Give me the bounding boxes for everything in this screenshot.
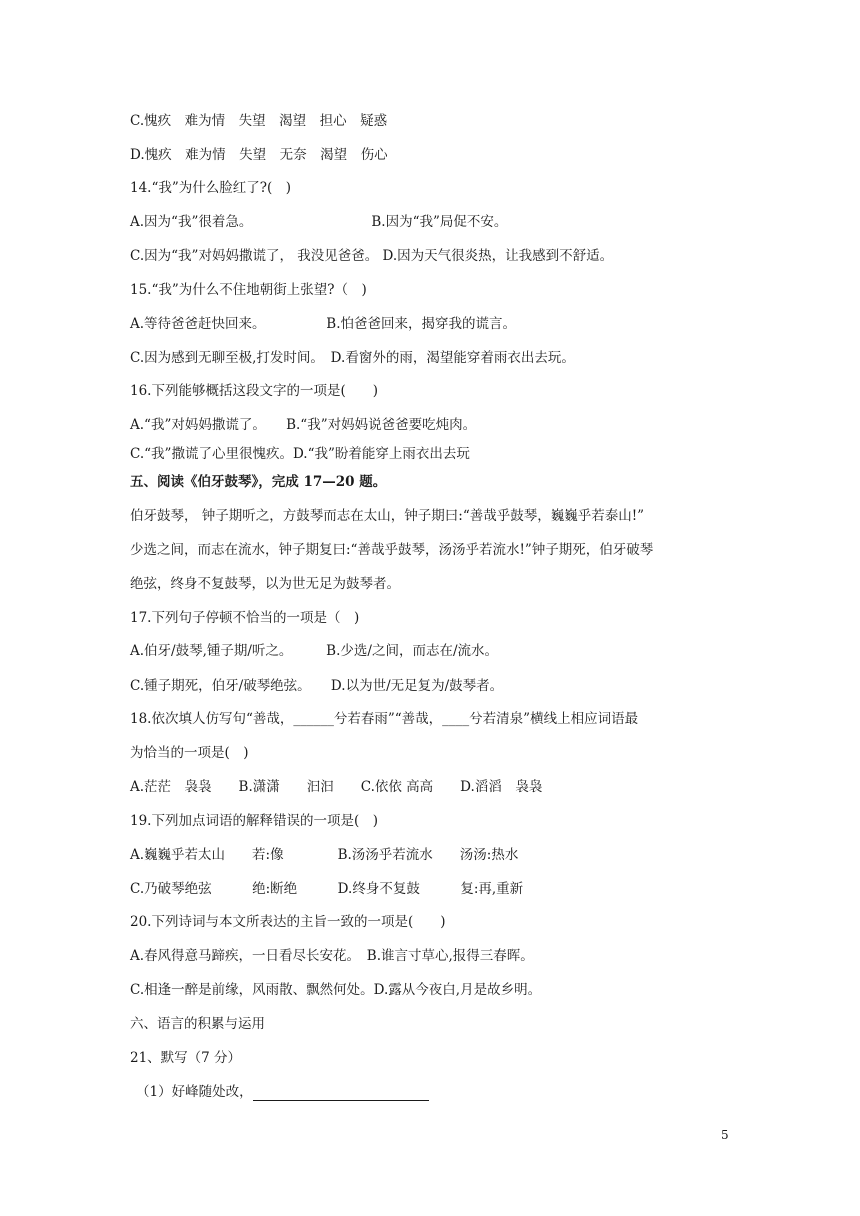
question-18: 18.依次填人仿写句“善哉，______兮若春雨”“善哉，____兮若清泉”横线上相应词语最 xyxy=(130,711,639,727)
passage-line-2: 少选之间，而志在流水，钟子期复曰:“善哉乎鼓琴，汤汤乎若流水!”钟子期死，伯牙破琴 xyxy=(130,542,654,558)
question-18-cont: 为恰当的一项是( ) xyxy=(130,745,249,761)
question-15: 15.“我”为什么不住地朝街上张望?（ ) xyxy=(130,282,367,298)
q16-options-cd: C.“我”撒谎了心里很愧疚。D.“我”盼着能穿上雨衣出去玩 xyxy=(130,446,470,462)
section-6-heading: 六、语言的积累与运用 xyxy=(130,1016,265,1032)
answer-blank xyxy=(253,1086,429,1101)
q19-options-ab: A.巍巍乎若太山 若:像 B.汤汤乎若流水 汤汤:热水 xyxy=(130,847,519,863)
passage-line-3: 绝弦，终身不复鼓琴，以为世无足为鼓琴者。 xyxy=(130,576,400,592)
question-16: 16.下列能够概括这段文字的一项是( ) xyxy=(130,383,379,399)
option-c-line: C.愧疚 难为情 失望 渴望 担心 疑惑 xyxy=(130,113,388,129)
passage-line-1: 伯牙鼓琴， 钟子期听之，方鼓琴而志在太山，钟子期曰:“善哉乎鼓琴，巍巍乎若泰山!” xyxy=(130,508,645,524)
q17-options-cd: C.锺子期死，伯牙/破琴绝弦。 D.以为世/无足复为/鼓琴者。 xyxy=(130,678,504,694)
question-19: 19.下列加点词语的解释错误的一项是( ) xyxy=(130,813,379,829)
q19-options-cd: C.乃破琴绝弦 绝:断绝 D.终身不复鼓 复:再,重新 xyxy=(130,881,524,897)
q21-item-1 xyxy=(136,1083,429,1101)
option-d-line: D.愧疚 难为情 失望 无奈 渴望 伤心 xyxy=(130,147,388,163)
page-number: 5 xyxy=(721,1128,729,1142)
question-17: 17.下列句子停顿不恰当的一项是（ ) xyxy=(130,610,360,626)
q18-options: A.茫茫 袅袅 B.潇潇 汩汩 C.依依 高高 D.滔滔 袅袅 xyxy=(130,779,543,795)
q15-options-ab: A.等待爸爸赶快回来。 B.怕爸爸回来，揭穿我的谎言。 xyxy=(130,316,517,332)
q14-options-ab: A.因为“我”很着急。 B.因为“我”局促不安。 xyxy=(130,214,508,230)
question-20: 20.下列诗词与本文所表达的主旨一致的一项是( ) xyxy=(130,914,446,930)
q20-options-ab: A.春风得意马蹄疾，一日看尽长安花。 B.谁言寸草心,报得三春晖。 xyxy=(130,948,534,964)
q20-options-cd: C.相逢一醉是前缘，风雨散、飘然何处。D.露从今夜白,月是故乡明。 xyxy=(130,982,542,998)
question-14: 14.“我”为什么脸红了?( ) xyxy=(130,180,292,196)
q21-item-1-text: （1）好峰随处改， xyxy=(136,1084,253,1100)
question-21: 21、默写（7 分） xyxy=(130,1050,242,1066)
q17-options-ab: A.伯牙/鼓琴,锺子期/听之。 B.少选/之间，而志在/流水。 xyxy=(130,643,498,659)
q15-options-cd: C.因为感到无聊至极,打发时间。 D.看窗外的雨，渴望能穿着雨衣出去玩。 xyxy=(130,350,575,366)
section-5-heading: 五、阅读《伯牙鼓琴》，完成 17—20 题。 xyxy=(130,474,387,490)
q16-options-ab: A.“我”对妈妈撒谎了。 B.“我”对妈妈说爸爸要吃炖肉。 xyxy=(130,417,477,433)
q14-options-cd: C.因为“我”对妈妈撒谎了， 我没见爸爸。 D.因为天气很炎热，让我感到不舒适。 xyxy=(130,248,614,264)
